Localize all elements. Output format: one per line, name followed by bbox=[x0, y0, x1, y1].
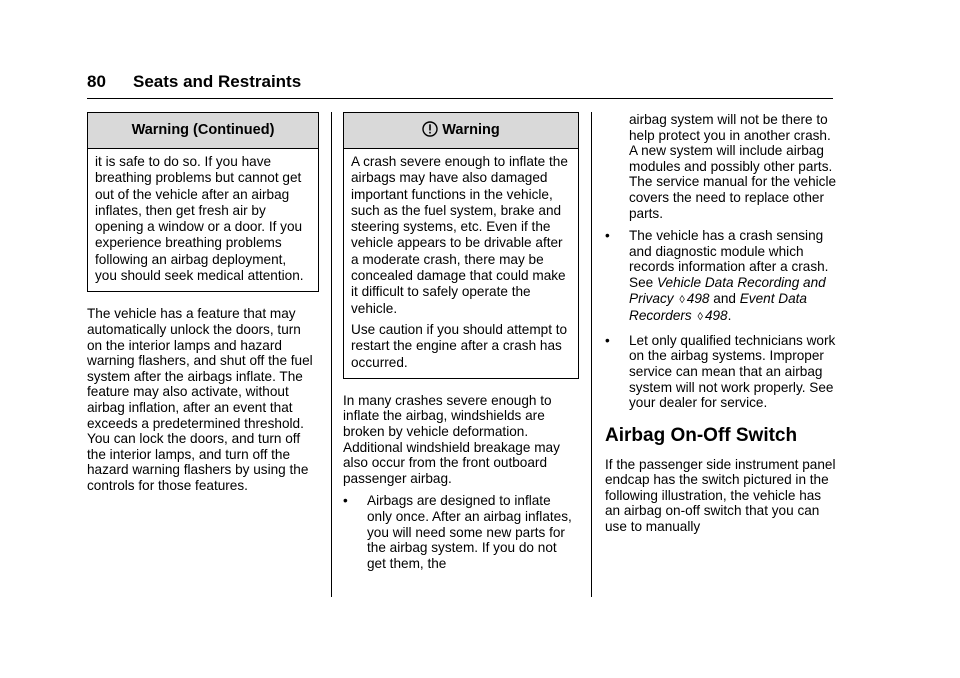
column-divider-2 bbox=[591, 112, 592, 597]
warning-body bbox=[88, 149, 318, 291]
body-paragraph: The vehicle has a feature that may automatically unlock the doors, turn on the interior lamps and hazard warning flashers, and shut off the fuel system after the airbags inflate. The feature may also activate, without airbag inflation, after an event that exceeds a predetermined threshold. You can lock the doors, and turn off the interior lamps, and turn off the hazard warning flashers by using the controls for those features. bbox=[87, 306, 313, 493]
header-rule bbox=[87, 98, 833, 99]
bullet-dot: • bbox=[605, 332, 610, 348]
link-vehicle-data-recording[interactable]: Vehicle Data Recording and Privacy bbox=[629, 274, 826, 306]
page-ref-icon: ◊ bbox=[697, 311, 703, 324]
bullet-text-and: and bbox=[709, 290, 740, 306]
page-ref-498[interactable]: 498 bbox=[704, 308, 728, 324]
bullet-text bbox=[629, 228, 828, 323]
warning-text: it is safe to do so. If you have breathing problems but cannot get out of the vehicle after an airbag inflates, then get fresh air by opening a window or a door. If you experience breathing problems following an airbag deployment, you should seek medical attention. bbox=[95, 154, 304, 284]
column-3 bbox=[605, 112, 837, 542]
warning-text-1: A crash severe enough to inflate the airbags may have also damaged important functions in the vehicle, such as the fuel system, brake and steering systems, etc. Even if the vehicle appears to be drivable after a moderate crash, there may be concealed damage that could make it difficult to safely operate the vehicle. bbox=[351, 154, 568, 316]
column-divider-1 bbox=[331, 112, 332, 597]
bullet-item bbox=[605, 228, 837, 326]
column-1 bbox=[87, 112, 319, 501]
section-title: Seats and Restraints bbox=[133, 72, 302, 91]
warning-box-continued bbox=[87, 112, 319, 292]
page-number: 80 bbox=[87, 72, 106, 91]
bullet-text-suffix: . bbox=[727, 308, 732, 324]
page-ref-icon: ◊ bbox=[679, 293, 685, 306]
body-paragraph: In many crashes severe enough to inflate the airbag, windshields are broken by vehicle deformation. Additional windshield breakage may also occur from the front outboard passenger airbag. bbox=[343, 392, 560, 486]
warning-title bbox=[344, 113, 578, 149]
bullet-text: Let only qualified technicians work on the airbag systems. Improper service can mean that an airbag system will not work properly. See your dealer for service. bbox=[629, 332, 836, 411]
section-heading: Airbag On-Off Switch bbox=[605, 424, 798, 446]
bullet-item bbox=[605, 333, 837, 411]
bullet-item bbox=[343, 493, 579, 571]
page-header bbox=[87, 72, 301, 92]
bullet-text: Airbags are designed to inflate only once. After an airbag inflates, you will need some new parts for the airbag system. If you do not get them, the bbox=[367, 493, 572, 571]
column-2 bbox=[343, 112, 579, 578]
page-ref-498[interactable]: 498 bbox=[686, 290, 710, 306]
warning-box bbox=[343, 112, 579, 379]
link-event-data-recorders[interactable]: Event Data Recorders bbox=[629, 290, 807, 324]
warning-text-2: Use caution if you should attempt to restart the engine after a crash has occurred. bbox=[351, 321, 568, 370]
warning-title-text: Warning bbox=[442, 122, 500, 138]
bullet-dot: • bbox=[343, 493, 348, 509]
warning-triangle-icon bbox=[422, 121, 438, 137]
warning-title: Warning (Continued) bbox=[88, 113, 318, 149]
section-paragraph: If the passenger side instrument panel endcap has the switch pictured in the following illustration, the vehicle has an airbag on-off switch that you can use to manually bbox=[605, 456, 836, 535]
continued-text: airbag system will not be there to help protect you in another crash. A new system will include airbag modules and possibly other parts. The service manual for the vehicle covers the need to replace other parts. bbox=[629, 112, 837, 221]
warning-body bbox=[344, 149, 578, 378]
bullet-text-prefix: The vehicle has a crash sensing and diagnostic module which records information after a crash. See bbox=[629, 228, 829, 290]
bullet-dot: • bbox=[605, 228, 610, 244]
